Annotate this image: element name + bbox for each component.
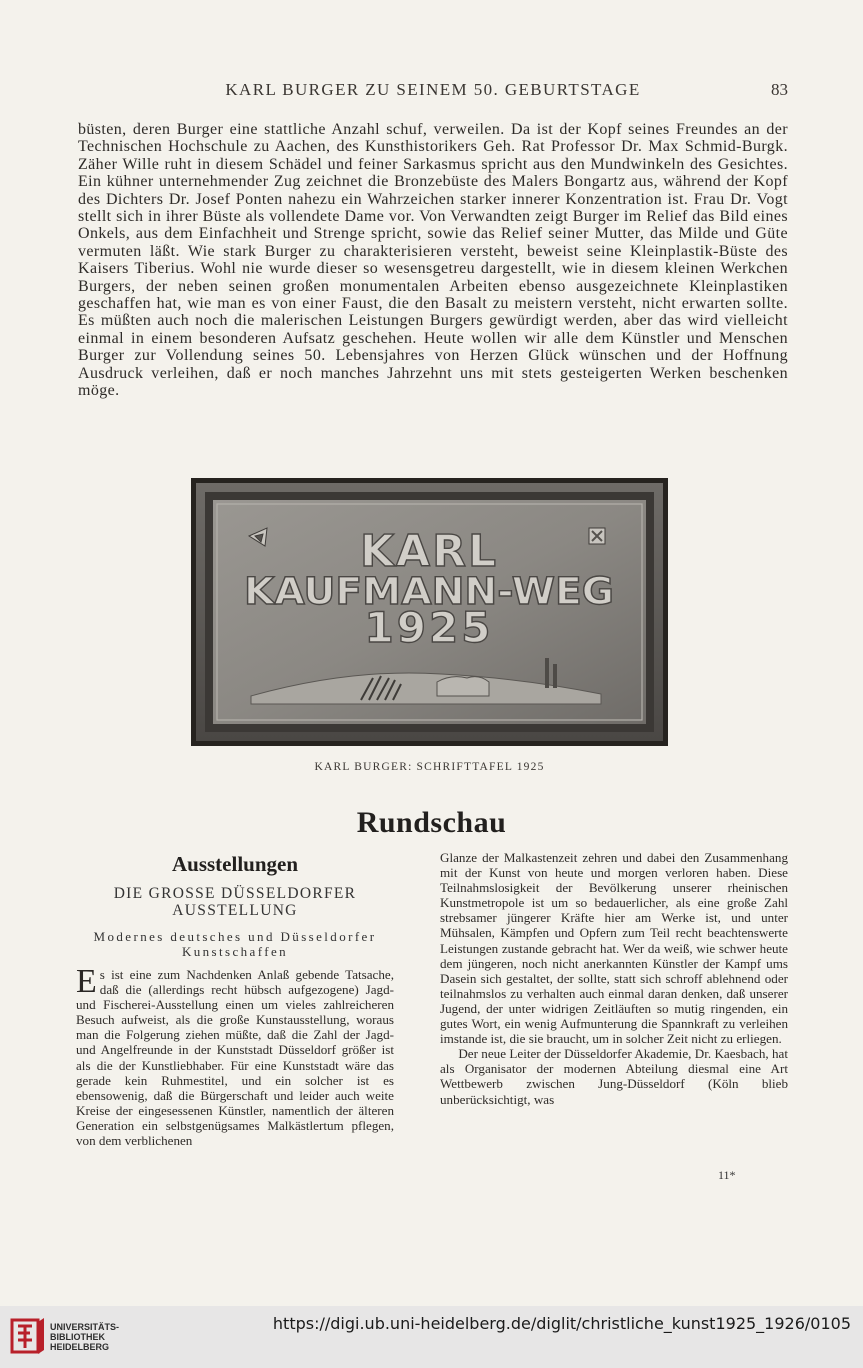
figure-caption: KARL BURGER: SCHRIFTTAFEL 1925: [314, 761, 545, 773]
intro-paragraph: büsten, deren Burger eine stattliche Anzahl schuf, verweilen. Da ist der Kopf seines Freundes an der Technischen Hochschule zu Aachen, des Kunsthistorikers Geh. Rat Professor Dr. Max Schmid-Burgk. Zäher Wille ruht in diesem Schädel und feiner Sarkasmus spricht aus den Mundwinkeln des Gesichtes. Ein kühner unternehmender Zug zeichnet die Bronzebüste des Malers Bongartz aus, während der Kopf des Dichters Dr. Josef Ponten nahezu ein Wahrzeichen starker innerer Konzentration ist. Frau Dr. Vogt stellt sich in ihrer Büste als vollendete Dame vor. Von Verwandten zeigt Burger im Relief das Bild eines Onkels, aus dem Einfachheit und Strenge spricht, sowie das Relief seiner Mutter, das Milde und Güte vermuten läßt. Wie stark Burger zu charakterisieren versteht, beweist seine Kleinplastik-Büste des Kaisers Tiberius. Wohl nie wurde dieser so wesensgetreu dargestellt, wie in diesem kleinen Werkchen Burgers, der neben seinen großen monumentalen Arbeiten ebenso ausgezeichnete Kleinplastiken geschaffen hat, wie man es von einer Faust, die den Basalt zu meistern versteht, nicht erwarten sollte. Es müßten auch noch die malerischen Leistungen Burgers gewürdigt werden, aber das wird vielleicht einmal in einem besonderen Aufsatz geschehen. Heute wollen wir alle dem Künstler und Menschen Burger zur Vollendung seines 50. Lebensjahres von Herzen Glück wünschen und der Hoffnung Ausdruck verleihen, daß er noch manches Jahrzehnt uns mit stets gesteigerten Werken beschenken möge.: [78, 121, 788, 400]
dropcap: E: [76, 963, 97, 1000]
library-line-2: BIBLIOTHEK: [50, 1332, 105, 1342]
plaque-line-1: KARL: [359, 526, 499, 577]
article-title-line-1: DIE GROSSE DÜSSELDORFER: [113, 885, 357, 902]
corner-ornament-right: [589, 528, 605, 544]
plaque-illustration: [191, 478, 668, 746]
source-url-link[interactable]: https://digi.ub.uni-heidelberg.de/diglit/christliche_kunst1925_1926/0105: [272, 1314, 851, 1333]
library-line-3: HEIDELBERG: [50, 1342, 110, 1352]
subsection-title: Ausstellungen: [171, 852, 299, 876]
right-paragraph-1: Glanze der Malkastenzeit zehren und dabei den Zusammenhang mit der Kunst von heute und morgen verloren haben. Diese Teilnahmslosigkeit der Bevölkerung unserer rheinischen Kunstmetropole ist um so bedauerlicher, als eine große Zahl strebsamer jüngerer Kräfte hier am Werke ist, und unter Mühsalen, Kämpfen und Opfern zum Teil recht beachtenswerte Leistungen zustande gebracht hat. Wer da weiß, wie schwer heute dem jüngeren, noch nicht anerkannten Künstler der Kampf ums Dasein sich gestaltet, der sollte, statt sich schroff ablehnend oder teilnahmslos zu verhalten auch einmal daran denken, daß unserer Jugend, der unter widrigen Zeitläuften so mutig ringenden, ein gutes Wort, ein wenig Aufmunterung die Spannkraft zu verleihen imstande ist, die sie braucht, um in solcher Zeit nicht zu erliegen.: [440, 850, 788, 1047]
article-title-line-2: AUSSTELLUNG: [172, 902, 298, 919]
section-title: Rundschau: [356, 806, 507, 839]
relief-buildings: [437, 677, 489, 696]
left-paragraph: s ist eine zum Nachdenken Anlaß gebende Tatsache, daß die (allerdings recht hübsch aufgezogene) Jagd- und Fischerei-Ausstellung einen um vieles zahlreicheren Besuch aufweist, als die große Kunstausstellung, woraus man die Folgerung ziehen müßte, daß die Zahl der Jagd- und Angelfreunde in der Kunststadt Düsseldorf größer ist als die der Kunstliebhaber. Für eine Kunststadt wäre das gerade kein Ruhmestitel, und ein solcher ist es ebensowenig, daß die Bürgerschaft und leider auch weite Kreise der eingesessenen Künstler, namentlich der älteren Generation ein selbstgenügsames Malkästlertum pflegen, von dem verblichenen: [76, 967, 394, 1149]
page-number: 83: [771, 80, 788, 99]
running-title: KARL BURGER ZU SEINEM 50. GEBURTSTAGE: [225, 80, 641, 99]
library-logo-icon: [10, 1316, 46, 1356]
library-name: [50, 1322, 119, 1352]
right-body: [440, 850, 788, 1107]
left-body: [76, 963, 394, 1149]
plaque-line-3: 1925: [364, 603, 494, 652]
plaque-line-2: KAUFMANN-WEG: [244, 570, 614, 613]
left-column: [76, 850, 394, 1148]
article-title: [76, 885, 394, 919]
signature-mark: 11*: [718, 1168, 736, 1182]
right-column: [440, 850, 788, 1107]
right-paragraph-2: Der neue Leiter der Düsseldorfer Akademie, Dr. Kaesbach, hat als Organisator der modernen Abteilung diesmal eine Art Wettbewerb zwischen Jung-Düsseldorf (Köln blieb unberücksichtigt, was: [440, 1046, 788, 1107]
article-subtitle: Modernes deutsches und Düsseldorfer Kunstschaffen: [93, 929, 377, 959]
library-line-1: UNIVERSITÄTS-: [50, 1322, 120, 1332]
plaque-photo: [191, 478, 668, 746]
